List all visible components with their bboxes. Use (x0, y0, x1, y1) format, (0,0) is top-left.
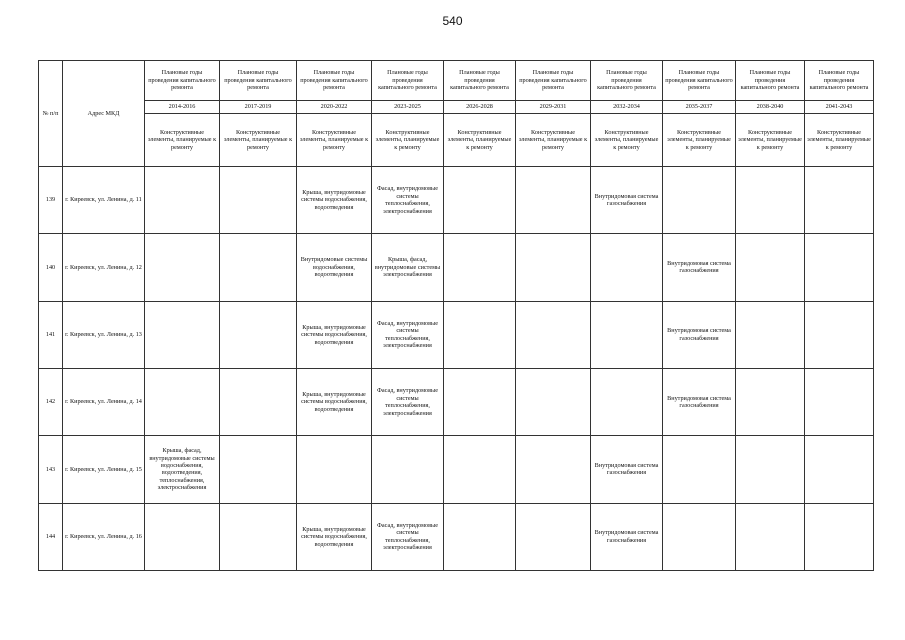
header-years: 2035-2037 (663, 101, 736, 114)
header-row-elements (39, 114, 874, 167)
header-years: 2029-2031 (516, 101, 591, 114)
table-cell (736, 234, 805, 301)
row-address: г. Киреевск, ул. Ленина, д. 16 (63, 503, 145, 570)
table-cell (805, 503, 874, 570)
table-cell (516, 167, 591, 234)
table-cell: Крыша, внутридомовые системы водоснабжения, водоотведения (297, 301, 372, 368)
table-cell (220, 503, 297, 570)
row-number: 143 (39, 436, 63, 503)
table-row (39, 436, 874, 503)
table-cell: Внутридомовая система газоснабжения (663, 234, 736, 301)
header-period-heading: Плановые годы проведения капитального ремонта (516, 61, 591, 101)
header-years: 2023-2025 (372, 101, 444, 114)
table-row (39, 503, 874, 570)
header-row-periods (39, 61, 874, 101)
header-elements: Конструктивные элементы, планируемые к ремонту (805, 114, 874, 167)
header-elements: Конструктивные элементы, планируемые к ремонту (297, 114, 372, 167)
table-cell (297, 436, 372, 503)
table-cell: Внутридомовые системы водоснабжения, водоотведения (297, 234, 372, 301)
row-number: 140 (39, 234, 63, 301)
table-cell (736, 503, 805, 570)
table-cell (145, 301, 220, 368)
table-cell: Фасад, внутридомовые системы теплоснабжения, электроснабжения (372, 503, 444, 570)
header-period-heading: Плановые годы проведения капитального ремонта (444, 61, 516, 101)
header-years: 2038-2040 (736, 101, 805, 114)
header-elements: Конструктивные элементы, планируемые к ремонту (145, 114, 220, 167)
table-cell: Крыша, фасад, внутридомовые системы водоснабжения, водоотведения, теплоснабжения, электроснабжения (145, 436, 220, 503)
table-cell (805, 436, 874, 503)
table-cell (220, 368, 297, 435)
row-address: г. Киреевск, ул. Ленина, д. 13 (63, 301, 145, 368)
header-elements: Конструктивные элементы, планируемые к ремонту (220, 114, 297, 167)
header-number: № п/п (39, 61, 63, 167)
row-address: г. Киреевск, ул. Ленина, д. 11 (63, 167, 145, 234)
row-number: 142 (39, 368, 63, 435)
row-address: г. Киреевск, ул. Ленина, д. 12 (63, 234, 145, 301)
table-cell (444, 503, 516, 570)
header-elements: Конструктивные элементы, планируемые к ремонту (516, 114, 591, 167)
row-number: 141 (39, 301, 63, 368)
row-number: 144 (39, 503, 63, 570)
table-cell (736, 368, 805, 435)
table-cell (444, 301, 516, 368)
table-cell (805, 234, 874, 301)
table-cell: Внутридомовая система газоснабжения (591, 503, 663, 570)
header-address: Адрес МКД (63, 61, 145, 167)
table-cell (145, 503, 220, 570)
header-years: 2014-2016 (145, 101, 220, 114)
table-row (39, 234, 874, 301)
header-period-heading: Плановые годы проведения капитального ремонта (736, 61, 805, 101)
header-period-heading: Плановые годы проведения капитального ремонта (372, 61, 444, 101)
header-years: 2032-2034 (591, 101, 663, 114)
table-cell (663, 503, 736, 570)
header-period-heading: Плановые годы проведения капитального ремонта (297, 61, 372, 101)
table-cell (372, 436, 444, 503)
table-cell: Внутридомовая система газоснабжения (663, 301, 736, 368)
table-cell: Фасад, внутридомовые системы теплоснабжения, электроснабжения (372, 301, 444, 368)
table-cell (591, 234, 663, 301)
table-cell (220, 301, 297, 368)
header-elements: Конструктивные элементы, планируемые к ремонту (736, 114, 805, 167)
table-cell: Внутридомовая система газоснабжения (663, 368, 736, 435)
header-elements: Конструктивные элементы, планируемые к ремонту (444, 114, 516, 167)
header-years: 2041-2043 (805, 101, 874, 114)
header-period-heading: Плановые годы проведения капитального ремонта (591, 61, 663, 101)
table-cell: Крыша, внутридомовые системы водоснабжения, водоотведения (297, 167, 372, 234)
header-row-years (39, 101, 874, 114)
header-years: 2020-2022 (297, 101, 372, 114)
table-cell (444, 234, 516, 301)
table-cell (444, 436, 516, 503)
table-row (39, 167, 874, 234)
table-cell (591, 368, 663, 435)
table-cell (736, 301, 805, 368)
table-cell: Внутридомовая система газоснабжения (591, 436, 663, 503)
table-cell (145, 368, 220, 435)
table-cell: Крыша, внутридомовые системы водоснабжения, водоотведения (297, 503, 372, 570)
table-cell (516, 301, 591, 368)
row-address: г. Киреевск, ул. Ленина, д. 14 (63, 368, 145, 435)
table-cell (805, 368, 874, 435)
table-cell (444, 167, 516, 234)
table-cell (663, 436, 736, 503)
table-cell (805, 301, 874, 368)
table-cell (591, 301, 663, 368)
table-cell (736, 167, 805, 234)
table-cell (220, 167, 297, 234)
table-cell (516, 503, 591, 570)
header-period-heading: Плановые годы проведения капитального ремонта (805, 61, 874, 101)
table-row (39, 301, 874, 368)
header-period-heading: Плановые годы проведения капитального ремонта (220, 61, 297, 101)
header-period-heading: Плановые годы проведения капитального ремонта (663, 61, 736, 101)
table-cell (145, 234, 220, 301)
table-cell (516, 368, 591, 435)
table-cell: Внутридомовая система газоснабжения (591, 167, 663, 234)
page-number: 540 (442, 14, 463, 28)
header-years: 2026-2028 (444, 101, 516, 114)
table-cell (145, 167, 220, 234)
table-cell (805, 167, 874, 234)
repair-schedule-table (38, 60, 874, 571)
header-years: 2017-2019 (220, 101, 297, 114)
table-cell (220, 234, 297, 301)
table-cell: Крыша, внутридомовые системы водоснабжения, водоотведения (297, 368, 372, 435)
table-cell (444, 368, 516, 435)
header-elements: Конструктивные элементы, планируемые к ремонту (663, 114, 736, 167)
table-cell (220, 436, 297, 503)
row-address: г. Киреевск, ул. Ленина, д. 15 (63, 436, 145, 503)
table-cell: Фасад, внутридомовые системы теплоснабжения, электроснабжения (372, 167, 444, 234)
header-elements: Конструктивные элементы, планируемые к ремонту (372, 114, 444, 167)
table-cell (663, 167, 736, 234)
table-cell (736, 436, 805, 503)
table-cell: Фасад, внутридомовые системы теплоснабжения, электроснабжения (372, 368, 444, 435)
header-period-heading: Плановые годы проведения капитального ремонта (145, 61, 220, 101)
table-cell (516, 436, 591, 503)
row-number: 139 (39, 167, 63, 234)
header-elements: Конструктивные элементы, планируемые к ремонту (591, 114, 663, 167)
table-cell (516, 234, 591, 301)
table-cell: Крыша, фасад, внутридомовые системы электроснабжения (372, 234, 444, 301)
table-row (39, 368, 874, 435)
